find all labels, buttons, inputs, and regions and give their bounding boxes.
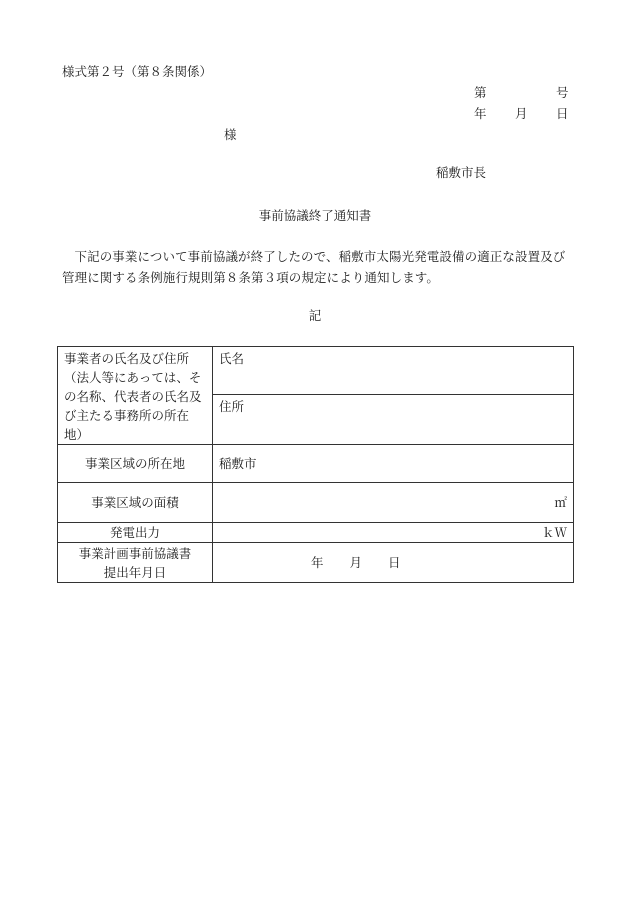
ki-heading: 記 [308,308,322,323]
document-number-suffix: 号 [556,85,569,100]
location-label-cell [58,445,213,483]
date-year-label: 年 [474,106,487,121]
table-row [58,523,574,543]
area-value-cell [213,483,574,523]
table-row [58,445,574,483]
area-label: 事業区域の面積 [91,495,179,510]
applicant-name-label: 氏名 [219,351,245,366]
applicant-label-cell [58,347,213,445]
applicant-label-line1: 事業者の氏名及び住所 [64,351,190,366]
table-row [58,347,574,395]
submission-date-label-line2: 提出年月日 [103,564,167,580]
table-row [58,543,574,583]
location-label: 事業区域の所在地 [84,456,185,471]
info-table [57,346,574,583]
output-unit: ｋＷ [541,525,567,540]
form-number: 様式第２号（第８条関係） [62,64,213,79]
location-value: 稲敷市 [219,456,257,471]
submission-date-label-line1: 事業計画事前協議書 [78,545,192,561]
submission-date-label-cell [58,543,213,583]
submission-date-value-cell [213,543,574,583]
applicant-label-line2: （法人等にあっては、その名称、代表者の氏名及び主たる事務所の所在地） [64,370,202,442]
area-unit: ㎡ [554,495,567,510]
submission-month-label: 月 [349,555,363,570]
table-row [58,483,574,523]
output-label-cell [58,523,213,543]
applicant-address-cell [213,395,574,445]
document-number-prefix: 第 [474,85,487,100]
submission-year-label: 年 [311,555,324,570]
location-value-cell [213,445,574,483]
addressee-honorific: 様 [224,127,237,142]
document-title: 事前協議終了通知書 [258,208,372,223]
date-month-label: 月 [515,106,528,121]
body-paragraph: 下記の事業について事前協議が終了したので、稲敷市太陽光発電設備の適正な設置及び管理に関する条例施行規則第８条第３項の規定により通知します。 [62,249,566,285]
output-value-cell [213,523,574,543]
output-label: 発電出力 [109,525,160,540]
area-label-cell [58,483,213,523]
submission-day-label: 日 [388,555,401,570]
date-day-label: 日 [556,106,569,121]
applicant-address-label: 住所 [219,399,245,415]
issuer-name: 稲敷市長 [436,165,487,180]
applicant-name-cell [213,347,574,395]
